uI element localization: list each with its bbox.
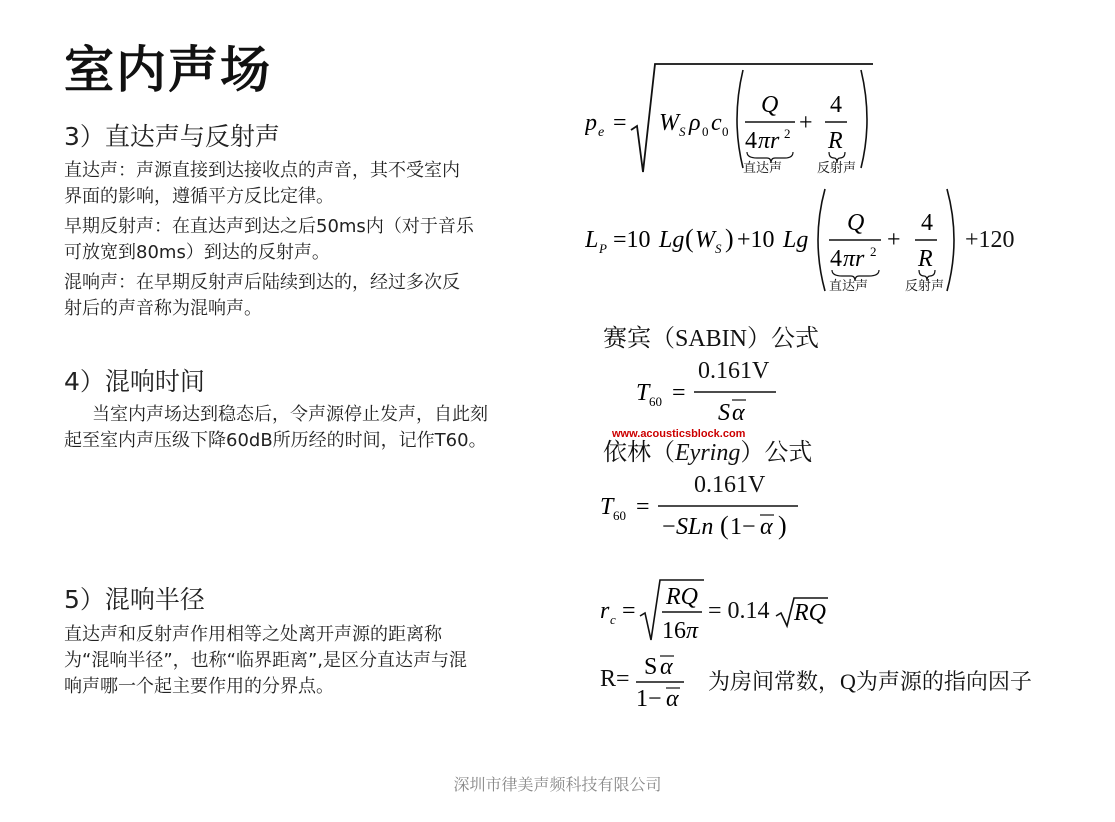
svg-text:W: W [659,110,679,136]
formula-sabin [636,358,796,432]
section-heading-4: 4）混响时间 [64,367,205,396]
svg-text:πr: πr [758,128,780,154]
svg-text:=: = [636,494,650,520]
page-title: 室内声场 [64,41,272,99]
section-3-para-3: 混响声：在早期反射声后陆续到达的，经过多次反射后的声音称为混响声。 [64,272,460,319]
svg-text:T: T [600,494,614,520]
svg-text:(: ( [685,224,694,253]
svg-text:Lg: Lg [659,227,685,253]
svg-text:Lg: Lg [783,227,809,253]
svg-text:0: 0 [702,124,709,139]
svg-text:e: e [598,125,605,140]
svg-text:πr: πr [843,246,865,272]
svg-text:+: + [887,227,901,253]
formula-rc [600,576,840,650]
svg-text:S: S [718,400,730,426]
svg-text:Q: Q [847,210,865,236]
svg-text:1−: 1− [636,686,662,712]
watermark-text: www.acousticsblock.com [612,428,746,440]
svg-text:α: α [660,654,673,680]
footer-company: 深圳市律美声频科技有限公司 [453,775,662,794]
svg-text:+: + [799,110,813,136]
svg-text:=: = [622,598,636,624]
brace-label-reflect-2: 反射声 [905,279,945,294]
eyring-label-suffix: ）公式 [740,440,813,466]
svg-text:SLn: SLn [676,514,714,540]
formula-lp [585,185,1025,300]
svg-text:+10: +10 [737,227,775,253]
svg-text:=: = [613,110,627,136]
svg-text:16: 16 [662,618,686,644]
svg-text:): ) [778,511,787,540]
svg-text:S: S [644,654,658,680]
svg-text:RQ: RQ [666,584,698,610]
eyring-numerator: 0.161V [694,472,766,498]
svg-text:=10: =10 [613,227,651,253]
brace-label-direct: 直达声 [743,161,783,176]
svg-text:): ) [725,224,734,253]
lp-constant: +120 [965,227,1015,253]
section-5-para: 直达声和反射声作用相等之处离开声源的距离称为“混响半径”，也称“临界距离”,是区分直达声与混响声哪一个起主要作用的分界点。 [64,624,468,697]
svg-text:−: − [662,514,676,540]
svg-text:1−: 1− [730,514,756,540]
svg-text:=: = [672,380,686,406]
svg-text:S: S [679,124,686,139]
svg-text:c: c [711,110,722,136]
section-heading-3: 3）直达声与反射声 [64,122,280,151]
svg-text:r: r [600,598,610,624]
brace-label-reflect: 反射声 [817,161,857,176]
brace-label-direct-2: 直达声 [829,279,869,294]
eyring-name: Eyring [675,440,741,466]
svg-text:4: 4 [830,92,842,118]
section-3-para-1: 直达声：声源直接到达接收点的声音，其不受室内界面的影响，遵循平方反比定律。 [64,160,460,207]
svg-text:Q: Q [761,92,779,118]
eyring-label [603,432,812,467]
svg-text:ρ: ρ [689,110,701,136]
svg-text:α: α [666,686,679,712]
eyring-label-prefix: 依林（ [603,440,675,466]
formula-r-svg [634,648,694,714]
room-constant-note: 为房间常数，Q为声源的指向因子 [708,669,1032,694]
section-heading-5: 5）混响半径 [64,585,205,614]
sabin-numerator: 0.161V [698,358,770,384]
svg-text:T: T [636,380,650,406]
svg-text:W: W [695,227,715,253]
svg-text:α: α [732,400,745,426]
svg-text:π: π [686,618,699,644]
svg-text:S: S [715,241,722,256]
svg-text:4: 4 [745,128,757,154]
svg-text:p: p [585,110,597,136]
section-3-para-2: 早期反射声：在直达声到达之后50ms内（对于音乐可放宽到80ms）到达的反射声。 [64,216,474,263]
svg-text:R: R [828,128,843,154]
svg-text:4: 4 [921,210,933,236]
formula-lp-svg [585,185,1025,300]
svg-text:60: 60 [649,394,662,409]
svg-text:RQ: RQ [794,600,826,626]
svg-text:(: ( [720,511,729,540]
sabin-label: 赛宾（SABIN）公式 [603,326,820,352]
svg-text:α: α [760,514,773,540]
svg-text:2: 2 [870,244,877,259]
svg-text:4: 4 [830,246,842,272]
svg-text:60: 60 [613,508,626,523]
section-4-para: 当室内声场达到稳态后，令声源停止发声，自此刻起至室内声压级下降60dB所历经的时间，记作T60。 [64,404,488,451]
svg-text:P: P [599,241,607,256]
svg-text:2: 2 [784,126,791,141]
formula-pe [585,60,885,180]
svg-text:c: c [610,612,616,627]
svg-text:R: R [918,246,933,272]
svg-text:L: L [585,227,599,253]
svg-text:0: 0 [722,124,729,139]
formula-eyring [600,472,810,554]
rc-constant: = 0.14 [708,598,770,624]
r-equals: R= [600,666,630,692]
